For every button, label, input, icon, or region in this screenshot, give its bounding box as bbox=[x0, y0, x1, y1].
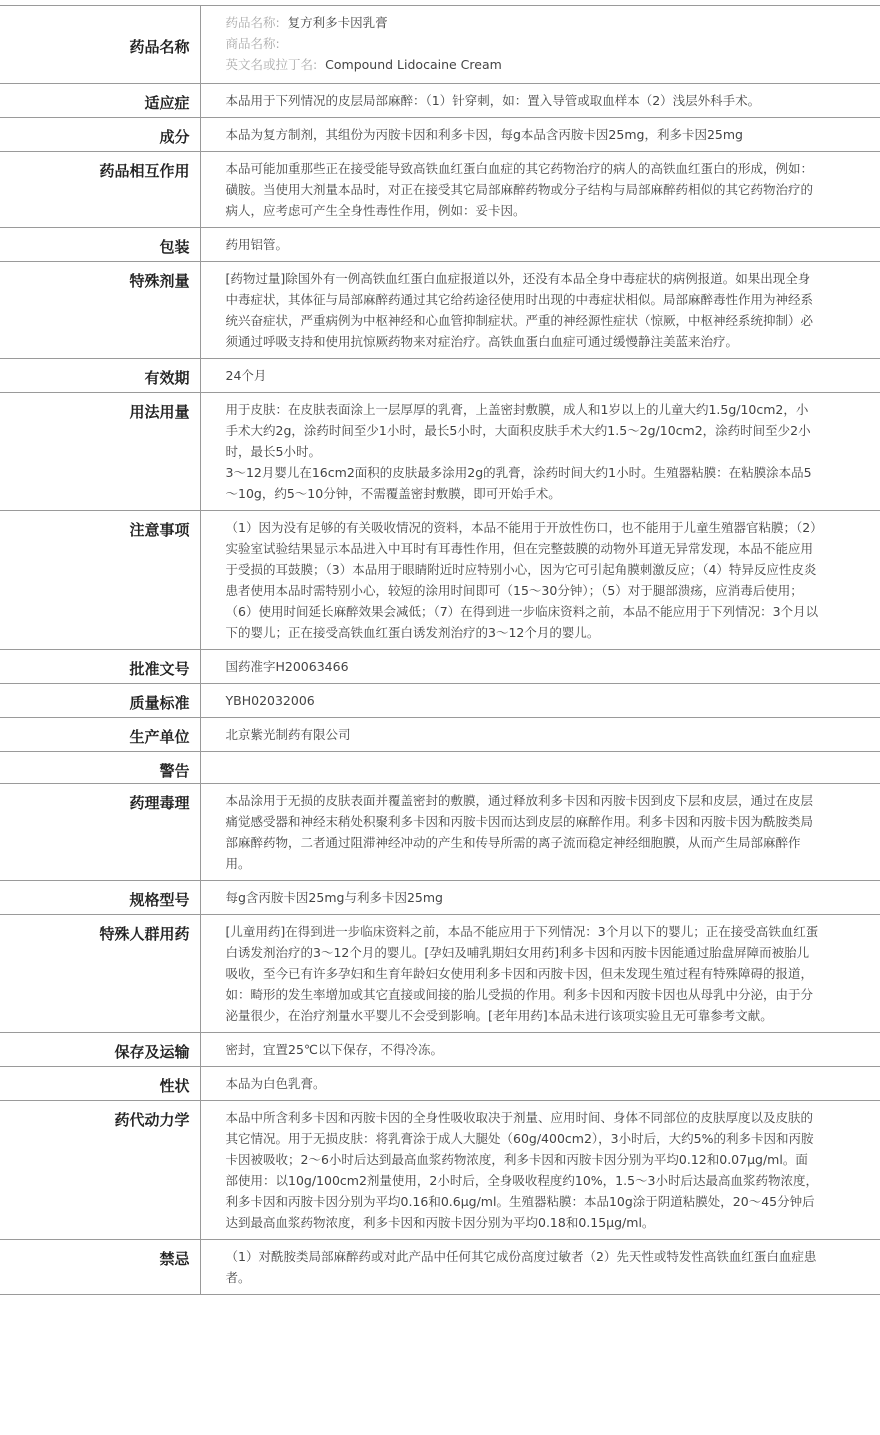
row-label: 适应症 bbox=[0, 84, 200, 118]
row-value: （1）对酰胺类局部麻醉药或对此产品中任何其它成份高度过敏者（2）先天性或特发性高铁血红蛋白血症患者。 bbox=[200, 1240, 880, 1295]
drug-info-table bbox=[0, 5, 880, 1295]
row-label: 药代动力学 bbox=[0, 1101, 200, 1240]
row bbox=[0, 118, 880, 152]
row-label: 生产单位 bbox=[0, 718, 200, 752]
row-label: 注意事项 bbox=[0, 511, 200, 650]
row bbox=[0, 684, 880, 718]
row-label: 用法用量 bbox=[0, 393, 200, 511]
row-value: 国药准字H20063466 bbox=[200, 650, 880, 684]
row-value: 本品中所含利多卡因和丙胺卡因的全身性吸收取决于剂量、应用时间、身体不同部位的皮肤厚度以及皮肤的其它情况。用于无损皮肤：将乳膏涂于成人大腿处（60g/400cm2），3小时后，大约5%的利多卡因和丙胺卡因被吸收；2～6小时后达到最高血浆药物浓度，利多卡因和丙胺卡因分别为平均0.12和0.07μg/ml。面部使用：以10g/100cm2剂量使用，2小时后，全身吸收程度约10%，1.5～3小时后达最高血浆药物浓度，利多卡因和丙胺卡因分别为平均0.16和0.6μg/ml。生殖器粘膜：本品10g涂于阴道粘膜处，20～45分钟后达到最高血浆药物浓度，利多卡因和丙胺卡因分别为平均0.18和0.15μg/ml。 bbox=[200, 1101, 880, 1240]
row bbox=[0, 393, 880, 511]
row bbox=[0, 1101, 880, 1240]
row-label: 性状 bbox=[0, 1067, 200, 1101]
row-label: 批准文号 bbox=[0, 650, 200, 684]
row-names bbox=[0, 6, 880, 84]
row bbox=[0, 228, 880, 262]
row bbox=[0, 262, 880, 359]
row-value: 本品为白色乳膏。 bbox=[200, 1067, 880, 1101]
row bbox=[0, 752, 880, 784]
row bbox=[0, 359, 880, 393]
row-value: 本品用于下列情况的皮层局部麻醉：（1）针穿刺，如：置入导管或取血样本（2）浅层外科手术。 bbox=[200, 84, 880, 118]
row bbox=[0, 1067, 880, 1101]
row-label: 有效期 bbox=[0, 359, 200, 393]
row-value: 本品为复方制剂，其组份为丙胺卡因和利多卡因，每g本品含丙胺卡因25mg，利多卡因25mg bbox=[200, 118, 880, 152]
row-label: 质量标准 bbox=[0, 684, 200, 718]
row-value: 每g含丙胺卡因25mg与利多卡因25mg bbox=[200, 881, 880, 915]
row bbox=[0, 152, 880, 228]
row bbox=[0, 650, 880, 684]
row-label: 药品名称 bbox=[0, 6, 200, 84]
generic-name: 药品名称: 复方利多卡因乳膏 bbox=[225, 15, 388, 30]
row-label: 包装 bbox=[0, 228, 200, 262]
row-label: 警告 bbox=[0, 752, 200, 784]
row-label: 特殊人群用药 bbox=[0, 915, 200, 1033]
row-value: 药用铝管。 bbox=[200, 228, 880, 262]
row bbox=[0, 1033, 880, 1067]
row-value: 密封，宜置25℃以下保存，不得冷冻。 bbox=[200, 1033, 880, 1067]
row bbox=[0, 881, 880, 915]
row-label: 成分 bbox=[0, 118, 200, 152]
row-label: 特殊剂量 bbox=[0, 262, 200, 359]
row-value: 本品可能加重那些正在接受能导致高铁血红蛋白血症的其它药物治疗的病人的高铁血红蛋白的形成，例如：磺胺。当使用大剂量本品时，对正在接受其它局部麻醉药物或分子结构与局部麻醉药相似的其它药物治疗的病人，应考虑可产生全身性毒性作用，例如：妥卡因。 bbox=[200, 152, 880, 228]
trade-name: 商品名称: bbox=[225, 36, 280, 51]
row-label: 药品相互作用 bbox=[0, 152, 200, 228]
row-label: 禁忌 bbox=[0, 1240, 200, 1295]
row-value: 用于皮肤：在皮肤表面涂上一层厚厚的乳膏，上盖密封敷膜，成人和1岁以上的儿童大约1.5g/10cm2，小手术大约2g，涂药时间至少1小时，最长5小时，大面积皮肤手术大约1.5～2g/10cm2，涂药时间至少2小时，最长5小时。 3～12月婴儿在16cm2面积的皮肤最多涂用2g的乳膏，涂药时间大约1小时。生殖器粘膜：在粘膜涂本品5～10g，约5～10分钟，不需覆盖密封敷膜，即可开始手术。 bbox=[200, 393, 880, 511]
row-value: YBH02032006 bbox=[200, 684, 880, 718]
row bbox=[0, 784, 880, 881]
row-label: 药理毒理 bbox=[0, 784, 200, 881]
row-value: （1）因为没有足够的有关吸收情况的资料，本品不能用于开放性伤口，也不能用于儿童生殖器官粘膜；（2）实验室试验结果显示本品进入中耳时有耳毒性作用，但在完整鼓膜的动物外耳道无异常发现，本品不能应用于受损的耳鼓膜；（3）本品用于眼睛附近时应特别小心，因为它可引起角膜刺激反应；（4）特异反应性皮炎患者使用本品时需特别小心，较短的涂用时间即可（15～30分钟）；（5）对于腿部溃疡，应消毒后使用；（6）使用时间延长麻醉效果会减低；（7）在得到进一步临床资料之前，本品不能应用于下列情况：3个月以下的婴儿；正在接受高铁血红蛋白诱发剂治疗的3～12个月的婴儿。 bbox=[200, 511, 880, 650]
english-name: 英文名或拉丁名: Compound Lidocaine Cream bbox=[225, 57, 502, 72]
row-value bbox=[200, 752, 880, 784]
row-label: 规格型号 bbox=[0, 881, 200, 915]
row-value bbox=[200, 6, 880, 84]
row bbox=[0, 915, 880, 1033]
row-value: 24个月 bbox=[200, 359, 880, 393]
row-value: [儿童用药]在得到进一步临床资料之前，本品不能应用于下列情况：3个月以下的婴儿；正在接受高铁血红蛋白诱发剂治疗的3～12个月的婴儿。[孕妇及哺乳期妇女用药]利多卡因和丙胺卡因能通过胎盘屏障而被胎儿吸收，至今已有许多孕妇和生育年龄妇女使用利多卡因和丙胺卡因，但未发现生殖过程有特殊障碍的报道，如：畸形的发生率增加或其它直接或间接的胎儿受损的作用。利多卡因和丙胺卡因也从母乳中分泌，由于分泌量很少，在治疗剂量水平婴儿不会受到影响。[老年用药]本品未进行该项实验且无可靠参考文献。 bbox=[200, 915, 880, 1033]
row-label: 保存及运输 bbox=[0, 1033, 200, 1067]
row bbox=[0, 718, 880, 752]
row-value: 北京紫光制药有限公司 bbox=[200, 718, 880, 752]
row-value: [药物过量]除国外有一例高铁血红蛋白血症报道以外，还没有本品全身中毒症状的病例报道。如果出现全身中毒症状，其体征与局部麻醉药通过其它给药途径使用时出现的中毒症状相似。局部麻醉毒性作用为神经系统兴奋症状，严重病例为中枢神经和心血管抑制症状。严重的神经源性症状（惊厥，中枢神经系统抑制）必须通过呼吸支持和使用抗惊厥药物来对症治疗。高铁血蛋白血症可通过缓慢静注美蓝来治疗。 bbox=[200, 262, 880, 359]
row bbox=[0, 1240, 880, 1295]
row bbox=[0, 511, 880, 650]
row bbox=[0, 84, 880, 118]
row-value: 本品涂用于无损的皮肤表面并覆盖密封的敷膜，通过释放利多卡因和丙胺卡因到皮下层和皮层，通过在皮层痛觉感受器和神经末稍处积聚利多卡因和丙胺卡因而达到皮层的麻醉作用。利多卡因和丙胺卡因为酰胺类局部麻醉药物，二者通过阻滞神经冲动的产生和传导所需的离子流而稳定神经细胞膜，从而产生局部麻醉作用。 bbox=[200, 784, 880, 881]
